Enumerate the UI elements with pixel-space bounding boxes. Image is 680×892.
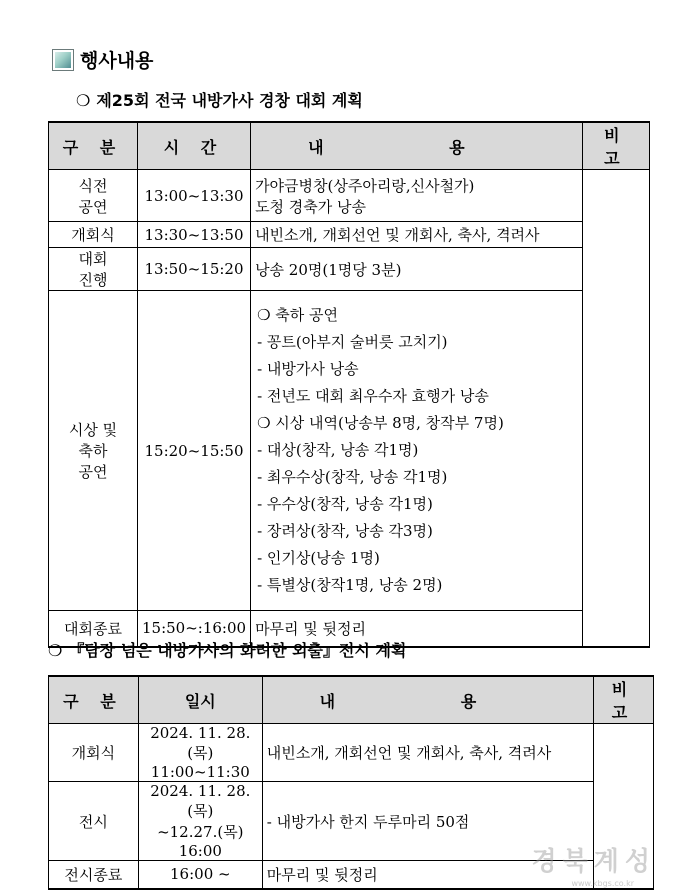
row-time: 15:50~:16:00: [137, 611, 250, 647]
table-row: [49, 222, 650, 248]
table-row: [49, 248, 650, 291]
row-content: - 내방가사 한지 두루마리 50점: [262, 782, 593, 861]
row-content: 마무리 및 뒷정리: [251, 611, 583, 647]
row-category: 대회 진행: [49, 248, 138, 291]
row-category: 전시종료: [49, 861, 139, 889]
col-header-time: 시 간: [137, 122, 250, 170]
row-category: 대회종료: [49, 611, 138, 647]
row-category: 시상 및 축하 공연: [49, 291, 138, 611]
content-item: - 꽁트(아부지 술버릇 고치기): [257, 333, 448, 351]
table-row: [49, 291, 650, 611]
content-item: - 특별상(창작1명, 낭송 2명): [257, 576, 443, 594]
row-datetime: 2024. 11. 28.(목) 11:00~11:30: [138, 724, 262, 782]
section1-title-text: 제25회 전국 내방가사 경창 대회 계획: [96, 91, 363, 110]
content-item: - 장려상(창작, 낭송 각3명): [257, 522, 433, 540]
content-heading: ❍ 시상 내역(낭송부 8명, 창작부 7명): [257, 414, 504, 432]
square-bullet-icon: [52, 49, 74, 71]
row-category: 식전 공연: [49, 170, 138, 222]
table-row: [49, 724, 654, 782]
row-category: 개회식: [49, 724, 139, 782]
content-item: - 전년도 대회 최우수자 효행가 낭송: [257, 387, 489, 405]
content-item: - 내방가사 낭송: [257, 360, 359, 378]
table-header-row: [49, 676, 654, 724]
row-time: 15:20~15:50: [137, 291, 250, 611]
section-header: [52, 46, 153, 73]
circle-bullet-icon: ❍: [76, 91, 91, 110]
row-datetime: 2024. 11. 28.(목) ~12.27.(목) 16:00: [138, 782, 262, 861]
table-row: [49, 170, 650, 222]
row-time: 13:50~15:20: [137, 248, 250, 291]
content-heading: ❍ 축하 공연: [257, 306, 339, 324]
row-content: 내빈소개, 개회선언 및 개회사, 축사, 격려사: [251, 222, 583, 248]
page-title: 행사내용: [80, 50, 154, 72]
col-header-content: 내 용: [251, 122, 583, 170]
row-content: 낭송 20명(1명당 3분): [251, 248, 583, 291]
row-content: [251, 291, 583, 611]
content-item: - 인기상(낭송 1명): [257, 549, 380, 567]
col-header-category: 구 분: [49, 676, 139, 724]
row-content: 마무리 및 뒷정리: [262, 861, 593, 889]
row-content: 내빈소개, 개회선언 및 개회사, 축사, 격려사: [262, 724, 593, 782]
section2-title-text: 『담장 넘은 내방가사의 화려한 외출』전시 계획: [68, 641, 407, 660]
content-item: - 최우수상(창작, 낭송 각1명): [257, 468, 448, 486]
watermark: 경북계성: [531, 847, 656, 877]
row-content: 가야금병창(상주아리랑,신사철가) 도청 경축가 낭송: [251, 170, 583, 222]
col-header-remarks: 비 고: [594, 676, 654, 724]
row-time: 13:30~13:50: [137, 222, 250, 248]
col-header-category: 구 분: [49, 122, 138, 170]
content-item: - 우수상(창작, 낭송 각1명): [257, 495, 433, 513]
col-header-content: 내 용: [262, 676, 593, 724]
section2-title: [48, 638, 406, 661]
row-category: 전시: [49, 782, 139, 861]
circle-bullet-icon: ❍: [48, 641, 63, 660]
content-item: - 대상(창작, 낭송 각1명): [257, 441, 419, 459]
col-header-remarks: 비 고: [582, 122, 649, 170]
col-header-datetime: 일시: [138, 676, 262, 724]
row-datetime: 16:00 ~: [138, 861, 262, 889]
row-category: 개회식: [49, 222, 138, 248]
section1-title: [76, 88, 363, 111]
remarks-cell: [582, 170, 649, 647]
event-plan-table: [48, 121, 650, 648]
table-header-row: [49, 122, 650, 170]
row-time: 13:00~13:30: [137, 170, 250, 222]
watermark-url: www.kbgs.co.kr: [571, 879, 634, 888]
